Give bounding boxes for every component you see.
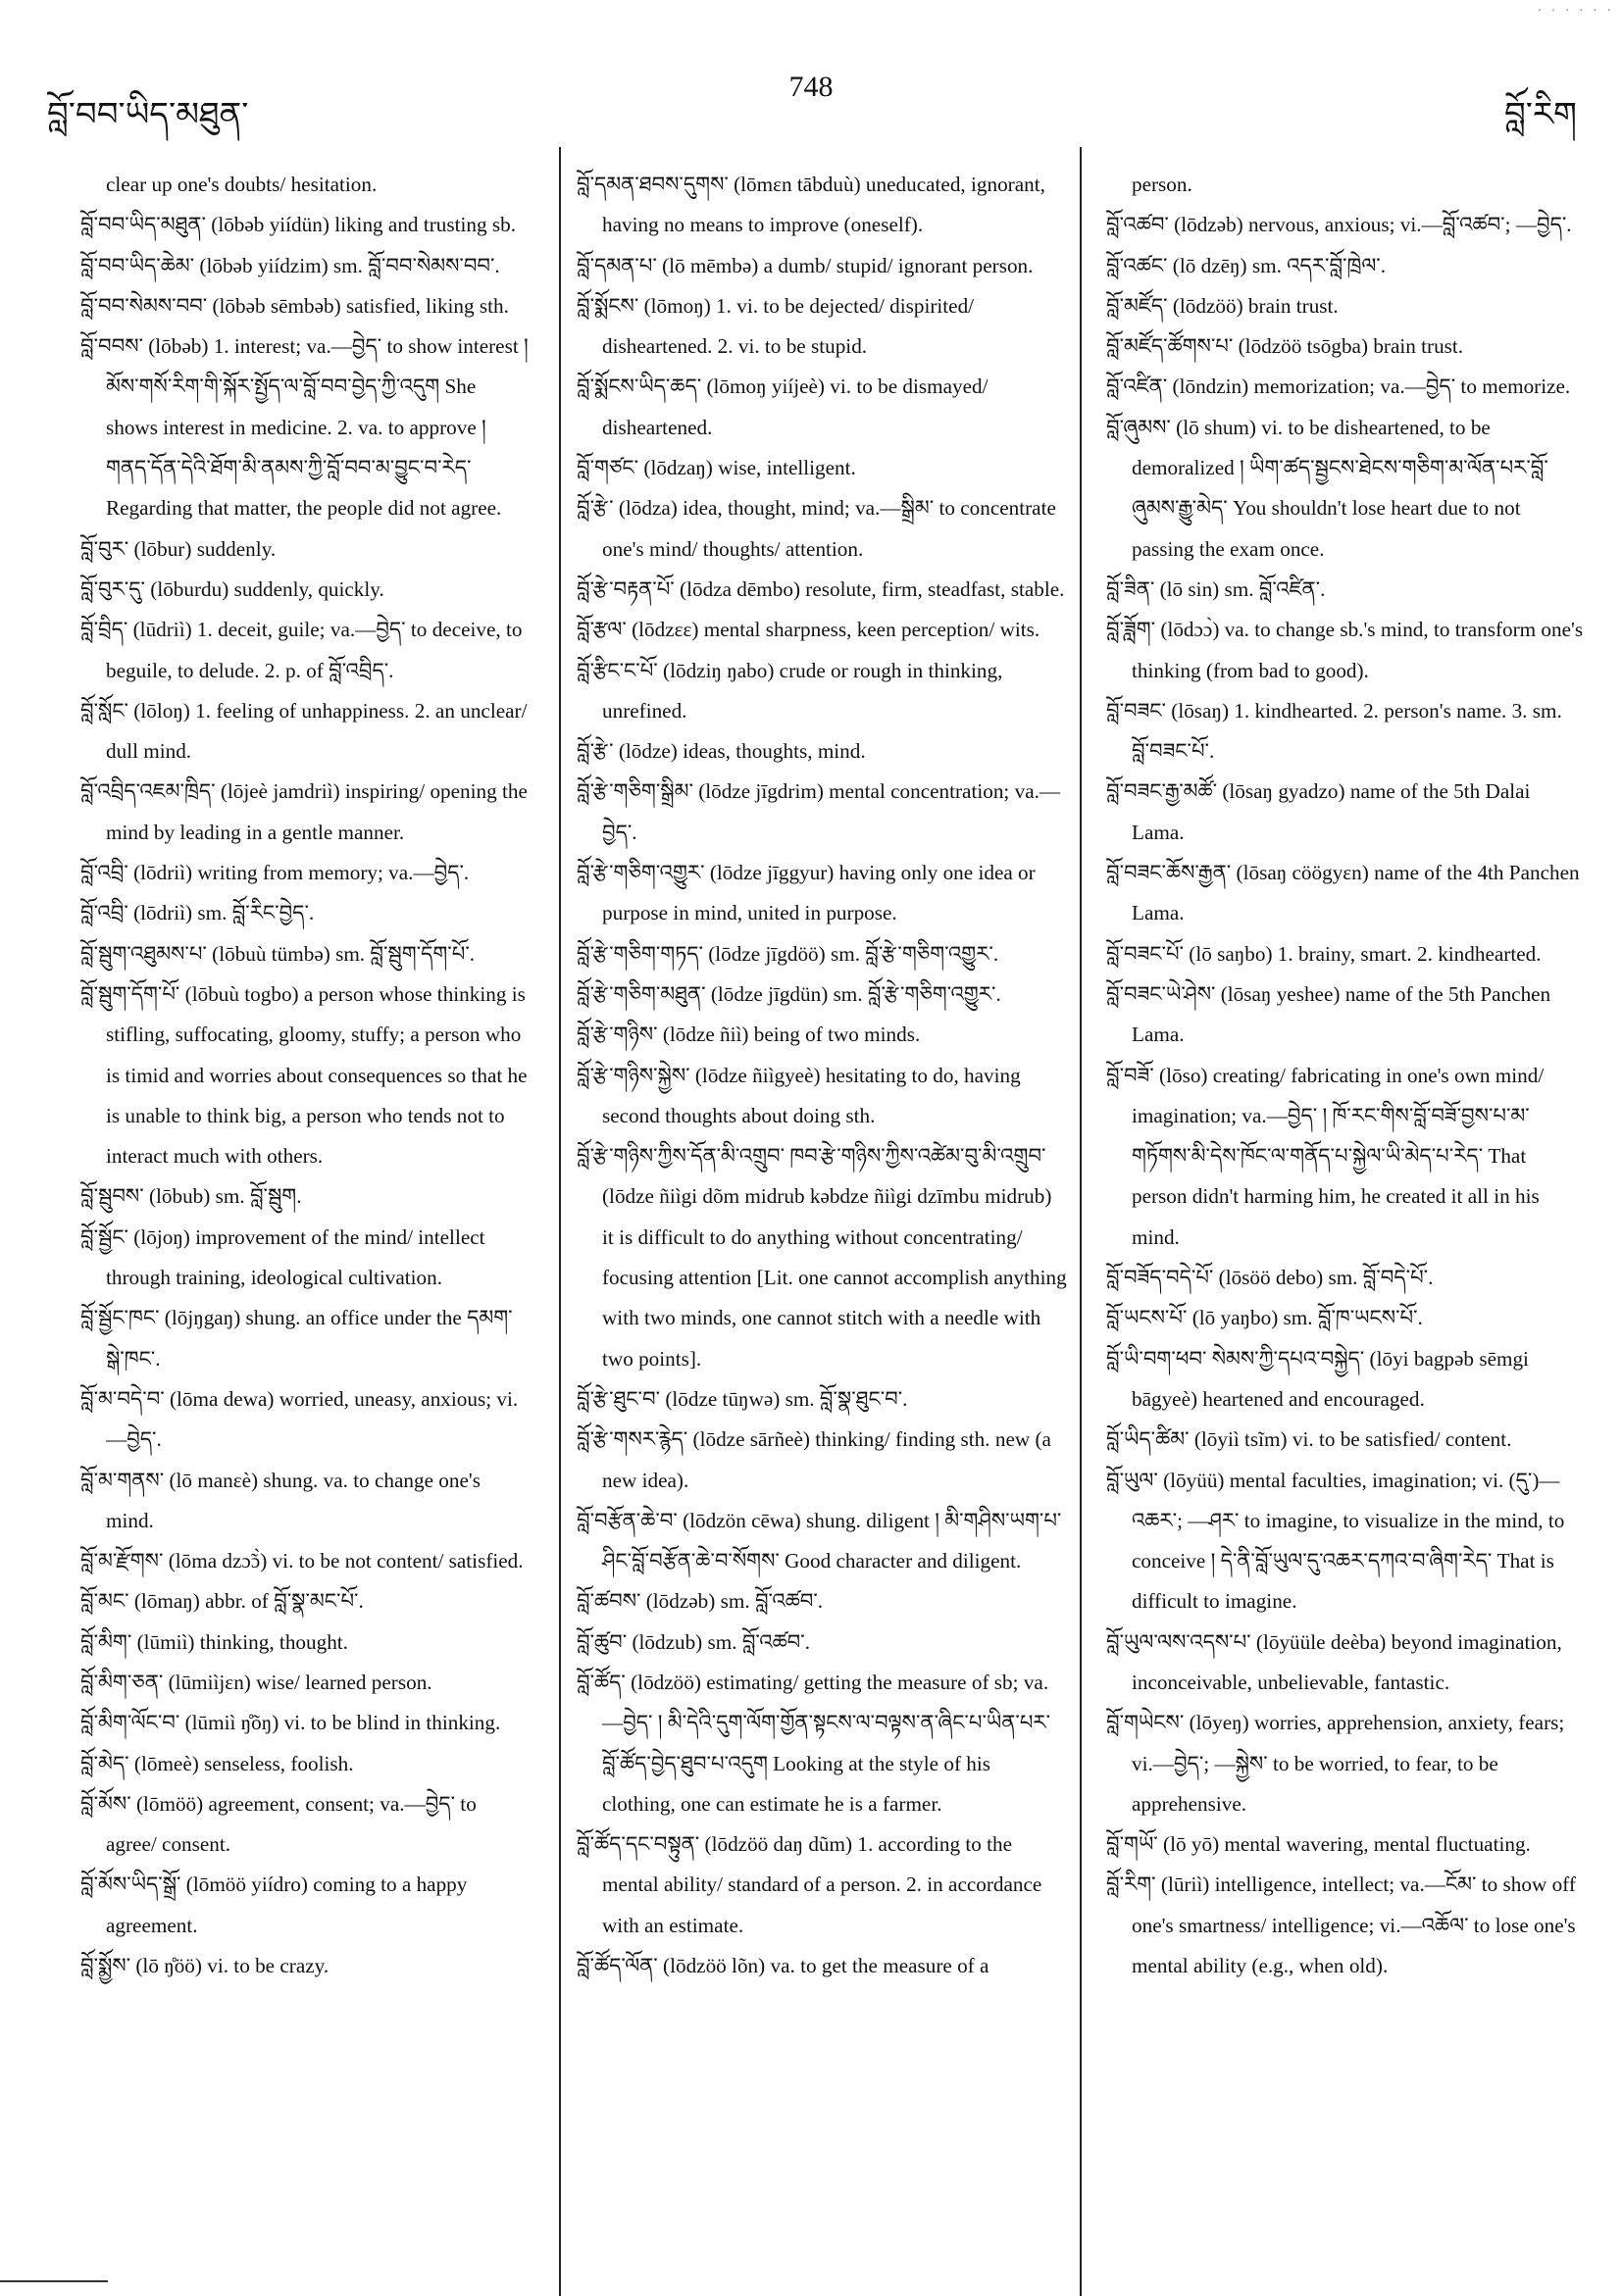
dictionary-entry: བློ་སྨོངས་ (lōmoŋ) 1. vi. to be dejected/ dispirited/ disheartened. 2. vi. to be stupid. <box>577 293 975 359</box>
dictionary-entry: བློ་སྨོངས་ཡིད་ཆད་ (lōmoŋ yiíjeè) vi. to be dismayed/ disheartened. <box>577 374 988 439</box>
dictionary-entry: བློ་རྩེ་ཐུང་བ་ (lōdze tūŋwə) sm. བློ་སྣ་ཐུང་བ་. <box>577 1386 908 1411</box>
dictionary-entry: བློ་གཙང་ (lōdzaŋ) wise, intelligent. <box>577 456 856 480</box>
dictionary-entry: བློ་སྦུག་འཐུམས་པ་ (lōbuù tümbə) sm. བློ་སྦུག་དོག་པོ་. <box>80 941 476 966</box>
dictionary-entry: བློ་བབ་ཡིད་མཐུན་ (lōbəb yiídün) liking and trusting sb. <box>80 213 516 237</box>
dictionary-entry: བློ་རྩེ་ (lōdze) ideas, thoughts, mind. <box>577 739 866 764</box>
running-head-right: བློ་རིག <box>1503 97 1577 133</box>
dictionary-entry: clear up one's doubts/ hesitation. <box>106 173 378 196</box>
dictionary-entry: བློ་གཡེངས་ (lōyeŋ) worries, apprehension, anxiety, fears; vi.—བྱེད་; —སྐྱེས་ to be worried, to fear, to be apprehensive. <box>1106 1711 1565 1816</box>
dictionary-entry: བློ་མཛོད་ (lōdzöö) brain trust. <box>1106 293 1339 318</box>
dictionary-entry: བློ་ཟློག་ (lōdɔɔ̀) va. to change sb.'s mind, to transform one's thinking (from bad to good). <box>1106 618 1584 682</box>
dictionary-entry: བློ་བཟོ་ (lōso) creating/ fabricating in one's own mind/ imagination; va.—བྱེད་ ། ཁོ་རང་གིས་བློ་བཟོ་བྱས་པ་མ་གཏོགས་མི་དེས་ཁོང་ལ་གནོད་པ་སྐྱེལ་ཡི་མེད་པ་རེད་ That person didn't harming him, he created it all in his mind. <box>1106 1063 1545 1249</box>
dictionary-entry: བློ་གཡོ་ (lō yō) mental wavering, mental fluctuating. <box>1106 1832 1531 1857</box>
dictionary-entry: བློ་ཡིད་ཚིམ་ (lōyiì tsĩm) vi. to be satisfied/ content. <box>1106 1427 1512 1452</box>
dictionary-entry: བློ་ཚུབ་ (lōdzub) sm. བློ་འཚབ་. <box>577 1629 810 1654</box>
dictionary-entry: བློ་བཟང་ཡེ་ཤེས་ (lōsaŋ yeshee) name of the 5th Panchen Lama. <box>1106 981 1551 1047</box>
footer-rule <box>0 2280 108 2282</box>
dictionary-entry: བློ་ཚབས་ (lōdzəb) sm. བློ་འཚབ་. <box>577 1589 824 1614</box>
column-middle <box>577 165 1067 1986</box>
scan-edge-marks: · · · · · · <box>1537 4 1614 19</box>
dictionary-entry: བློ་མིག་ཅན་ (lūmiìjεn) wise/ learned person. <box>80 1670 432 1694</box>
dictionary-entry: བློ་མིག་ (lūmiì) thinking, thought. <box>80 1629 348 1654</box>
dictionary-entry: བློ་མོས་ (lōmöö) agreement, consent; va.—བྱེད་ to agree/ consent. <box>80 1791 477 1857</box>
dictionary-entry: བློ་ཚོད་ལོན་ (lōdzöö lõn) va. to get the measure of a <box>577 1954 989 1978</box>
dictionary-entry: བློ་འབྲི་ (lōdriì) sm. བློ་རིང་བྱེད་. <box>80 901 315 925</box>
dictionary-entry: བློ་མང་ (lōmaŋ) abbr. of བློ་སྣ་མང་པོ་. <box>80 1589 364 1614</box>
dictionary-entry: བློ་རྩེ་གཅིག་སྒྲིམ་ (lōdze jīgdrim) mental concentration; va.— བྱེད་. <box>577 779 1061 844</box>
dictionary-entry: བློ་རྩེ་གཅིག་གཏད་ (lōdze jīgdöö) sm. བློ་རྩེ་གཅིག་འགྱུར་. <box>577 941 999 966</box>
dictionary-entry: བློ་བུར་དུ་ (lōburdu) suddenly, quickly. <box>80 576 384 601</box>
dictionary-entry: བློ་མཛོད་ཚོགས་པ་ (lōdzöö tsōgba) brain trust. <box>1106 334 1464 359</box>
dictionary-entry: བློ་སྦྱོང་ཁང་ (lōjŋgaŋ) shung. an office under the དམག་སྒེ་ཁང་. <box>80 1306 513 1371</box>
dictionary-entry: བློ་འབྲིད་འཇམ་ཁྲིད་ (lōjeè jamdriì) inspiring/ opening the mind by leading in a gentle manner. <box>80 779 528 844</box>
dictionary-entry: བློ་རིག་ (lūriì) intelligence, intellect; va.—ངོམ་ to show off one's smartness/ intelligence; vi.—འཆོལ་ to lose one's mental ability (e.g., when old). <box>1106 1872 1576 1978</box>
dictionary-entry: བློ་མ་གནས་ (lō manεè) shung. va. to change one's mind. <box>80 1468 481 1532</box>
dictionary-entry: བློ་སྨྱོས་ (lō ŋ̊öö) vi. to be crazy. <box>80 1954 329 1978</box>
dictionary-entry: བློ་དམན་ཐབས་དུགས་ (lōmεn tābduù) uneducated, ignorant, having no means to improve (oneself). <box>577 173 1045 237</box>
dictionary-entry: བློ་སྦྱོང་ (lōjoŋ) improvement of the mind/ intellect through training, ideological cultivation. <box>80 1224 485 1290</box>
dictionary-entry: བློ་རྩེ་གསར་རྙེད་ (lōdze sārñeè) thinking/ finding sth. new (a new idea). <box>577 1427 1051 1492</box>
dictionary-entry: བློ་བརྩོན་ཆེ་བ་ (lōdzön cēwa) shung. diligent ། མི་གཤིས་ཡག་པ་ཤིང་བློ་བརྩོན་ཆེ་བ་སོགས་ Good character and diligent. <box>577 1508 1062 1573</box>
dictionary-entry: བློ་ཡུལ་ལས་འདས་པ་ (lōyüüle deèba) beyond imagination, inconceivable, unbelievable, fantastic. <box>1106 1629 1562 1694</box>
dictionary-entry: བློ་མ་བདེ་བ་ (lōma dewa) worried, uneasy, anxious; vi.—བྱེད་. <box>80 1386 519 1452</box>
dictionary-entry: བློ་རྩེ་གཉིས་སྐྱེས་ (lōdze ñiìgyeè) hesitating to do, having second thoughts about doing sth. <box>577 1063 1021 1127</box>
dictionary-entry: བློ་མོས་ཡིད་སྒྲོ་ (lōmöö yiídro) coming to a happy agreement. <box>80 1872 468 1937</box>
dictionary-entry: བློ་རྩེ་བརྟན་པོ་ (lōdza dēmbo) resolute, firm, steadfast, stable. <box>577 576 1065 601</box>
dictionary-entry: བློ་མིག་ལོང་བ་ (lūmiì ŋ̊õŋ) vi. to be blind in thinking. <box>80 1711 501 1735</box>
dictionary-entry: བློ་རྩལ་ (lōdzεε) mental sharpness, keen perception/ wits. <box>577 618 1040 642</box>
dictionary-entry: བློ་སྦུག་དོག་པོ་ (lōbuù togbo) a person whose thinking is stifling, suffocating, gloomy, stuffy; a person who is timid and worries about consequences so that he is unable to think big, a person who tends not to interact much with others. <box>80 981 528 1169</box>
dictionary-entry: བློ་རྩེ་གཉིས་ཀྱིས་དོན་མི་འགྲུབ་ ཁབ་རྩེ་གཉིས་ཀྱིས་འཚེམ་བུ་མི་འགྲུབ་ (lōdze ñiìgi dõm midrub kəbdze ñiìgi dzīmbu midrub) it is difficult to do anything without concentrating/ focusing attention [Lit. one cannot accomplish anything with two minds, one cannot stitch with a needle with two points]. <box>577 1144 1067 1371</box>
dictionary-entry: བློ་རྩེ་ (lōdza) idea, thought, mind; va.—སྒྲིམ་ to concentrate one's mind/ thoughts/ attention. <box>577 496 1056 561</box>
dictionary-entry: བློ་བཟོད་བདེ་པོ་ (lōsöö debo) sm. བློ་བདེ་པོ་. <box>1106 1266 1434 1290</box>
dictionary-entry: བློ་བཟང་པོ་ (lō saŋbo) 1. brainy, smart. 2. kindhearted. <box>1106 941 1542 966</box>
dictionary-entry: བློ་བཟང་ཆོས་རྒྱན་ (lōsaŋ cöögyεn) name of the 4th Panchen Lama. <box>1106 861 1580 925</box>
dictionary-entry: བློ་ཡི་བག་ཕབ་ སེམས་ཀྱི་དཔའ་བསྐྱེད་ (lōyi bagpəb sēmgi bāgyeè) heartened and encouraged. <box>1106 1346 1529 1411</box>
page-number: 748 <box>788 71 834 103</box>
dictionary-entry: བློ་བབ་སེམས་བབ་ (lōbəb sēmbəb) satisfied, liking sth. <box>80 293 509 318</box>
dictionary-entry: བློ་འབྲི་ (lōdriì) writing from memory; va.—བྱེད་. <box>80 861 470 885</box>
dictionary-entry: བློ་བཟང་རྒྱ་མཚོ་ (lōsaŋ gyadzo) name of the 5th Dalai Lama. <box>1106 779 1531 844</box>
dictionary-entry: བློ་འཚང་ (lō dzēŋ) sm. འདར་བློ་ཁྲེལ་. <box>1106 253 1387 277</box>
dictionary-entry: བློ་ཞུམས་ (lō shum) vi. to be disheartened, to be demoralized ། ཡིག་ཚད་སྦྱངས་ཐེངས་གཅིག་མ་ལོན་པར་བློ་ཞུམས་རྒྱུ་མེད་ You shouldn't lose heart due to not passing the exam once. <box>1106 415 1548 561</box>
dictionary-entry: བློ་མ་རྫོགས་ (lōma dzɔ̃ɔ̀) vi. to be not content/ satisfied. <box>80 1549 524 1573</box>
column-divider-2 <box>1080 147 1082 2296</box>
dictionary-entry: བློ་བྲིད་ (lūdriì) 1. deceit, guile; va.—བྱེད་ to deceive, to beguile, to delude. 2. p. of བློ་འབྲིད་. <box>80 618 523 682</box>
dictionary-entry: བློ་དམན་པ་ (lō mēmbə) a dumb/ stupid/ ignorant person. <box>577 253 1034 277</box>
running-head-left: བློ་བབ་ཡིད་མཐུན་ <box>47 97 249 133</box>
dictionary-entry: བློ་འཚབ་ (lōdzəb) nervous, anxious; vi.—བློ་འཚབ་; —བྱེད་. <box>1106 213 1572 237</box>
dictionary-entry: བློ་བབས་ (lōbəb) 1. interest; va.—བྱེད་ to show interest ། མོས་གསོ་རིག་གི་སྐོར་སྤྱོད་ལ་བློ་བབ་བྱེད་ཀྱི་འདུག She shows interest in medicine. 2. va. to approve ། གནད་དོན་དེའི་ཐོག་མི་ནམས་ཀྱི་བློ་བབ་མ་བྱུང་བ་རེད་ Regarding that matter, the people did not agree. <box>80 334 529 521</box>
dictionary-entry: བློ་རྩེ་གཅིག་འགྱུར་ (lōdze jīggyur) having only one idea or purpose in mind, united in purpose. <box>577 861 1036 925</box>
column-divider-1 <box>559 147 561 2296</box>
dictionary-entry: བློ་མེད་ (lōmeè) senseless, foolish. <box>80 1751 354 1775</box>
dictionary-entry: བློ་ཚོད་དང་བསྟུན་ (lōdzöö daŋ dũm) 1. according to the mental ability/ standard of a person. 2. in accordance with an estimate. <box>577 1832 1042 1937</box>
dictionary-entry: བློ་བཟང་ (lōsaŋ) 1. kindhearted. 2. person's name. 3. sm. བློ་བཟང་པོ་. <box>1106 698 1562 764</box>
dictionary-entry: བློ་བབ་ཡིད་ཆེམ་ (lōbəb yiídzim) sm. བློ་བབ་སེམས་བབ་. <box>80 253 500 277</box>
dictionary-entry: བློ་ཡངས་པོ་ (lō yaŋbo) sm. བློ་ཁ་ཡངས་པོ་. <box>1106 1306 1423 1330</box>
dictionary-entry: བློ་ཟིན་ (lō sin) sm. བློ་འཛིན་. <box>1106 576 1326 601</box>
column-right <box>1106 165 1585 1986</box>
dictionary-entry: བློ་རྩེ་གཅིག་མཐུན་ (lōdze jīgdün) sm. བློ་རྩེ་གཅིག་འགྱུར་. <box>577 981 1001 1006</box>
dictionary-entry: བློ་རྩིང་ང་པོ་ (lōdziŋ ŋabo) crude or rough in thinking, unrefined. <box>577 658 1003 723</box>
column-left <box>80 165 530 1986</box>
dictionary-entry: བློ་ཚོད་ (lōdzöö) estimating/ getting the measure of sb; va.—བྱེད་ ། མི་དེའི་དུག་ལོག་གྱོན་སྟངས་ལ་བལྟས་ན་ཞིང་པ་ཡིན་པར་བློ་ཚོད་བྱེད་ཐུབ་པ་འདུག Looking at the style of his clothing, one can estimate he is a farmer. <box>577 1670 1051 1816</box>
dictionary-entry: བློ་ཡུལ་ (lōyüü) mental faculties, imagination; vi. (དུ་)—འཆར་; —ཤར་ to imagine, to visualize in the mind, to conceive ། དེ་ནི་བློ་ཡུལ་དུ་འཆར་དཀའ་བ་ཞིག་རེད་ That is difficult to imagine. <box>1106 1468 1565 1614</box>
dictionary-entry: བློ་འཛིན་ (lōndzin) memorization; va.—བྱེད་ to memorize. <box>1106 374 1571 399</box>
dictionary-entry: བློ་སྦུབས་ (lōbub) sm. བློ་སྦུག. <box>80 1184 302 1209</box>
dictionary-entry: person. <box>1132 173 1192 196</box>
dictionary-entry: བློ་བུར་ (lōbur) suddenly. <box>80 536 277 561</box>
dictionary-entry: བློ་རྩེ་གཉིས་ (lōdze ñiì) being of two minds. <box>577 1023 921 1047</box>
dictionary-entry: བློ་སློང་ (lōloŋ) 1. feeling of unhappiness. 2. an unclear/ dull mind. <box>80 698 528 764</box>
